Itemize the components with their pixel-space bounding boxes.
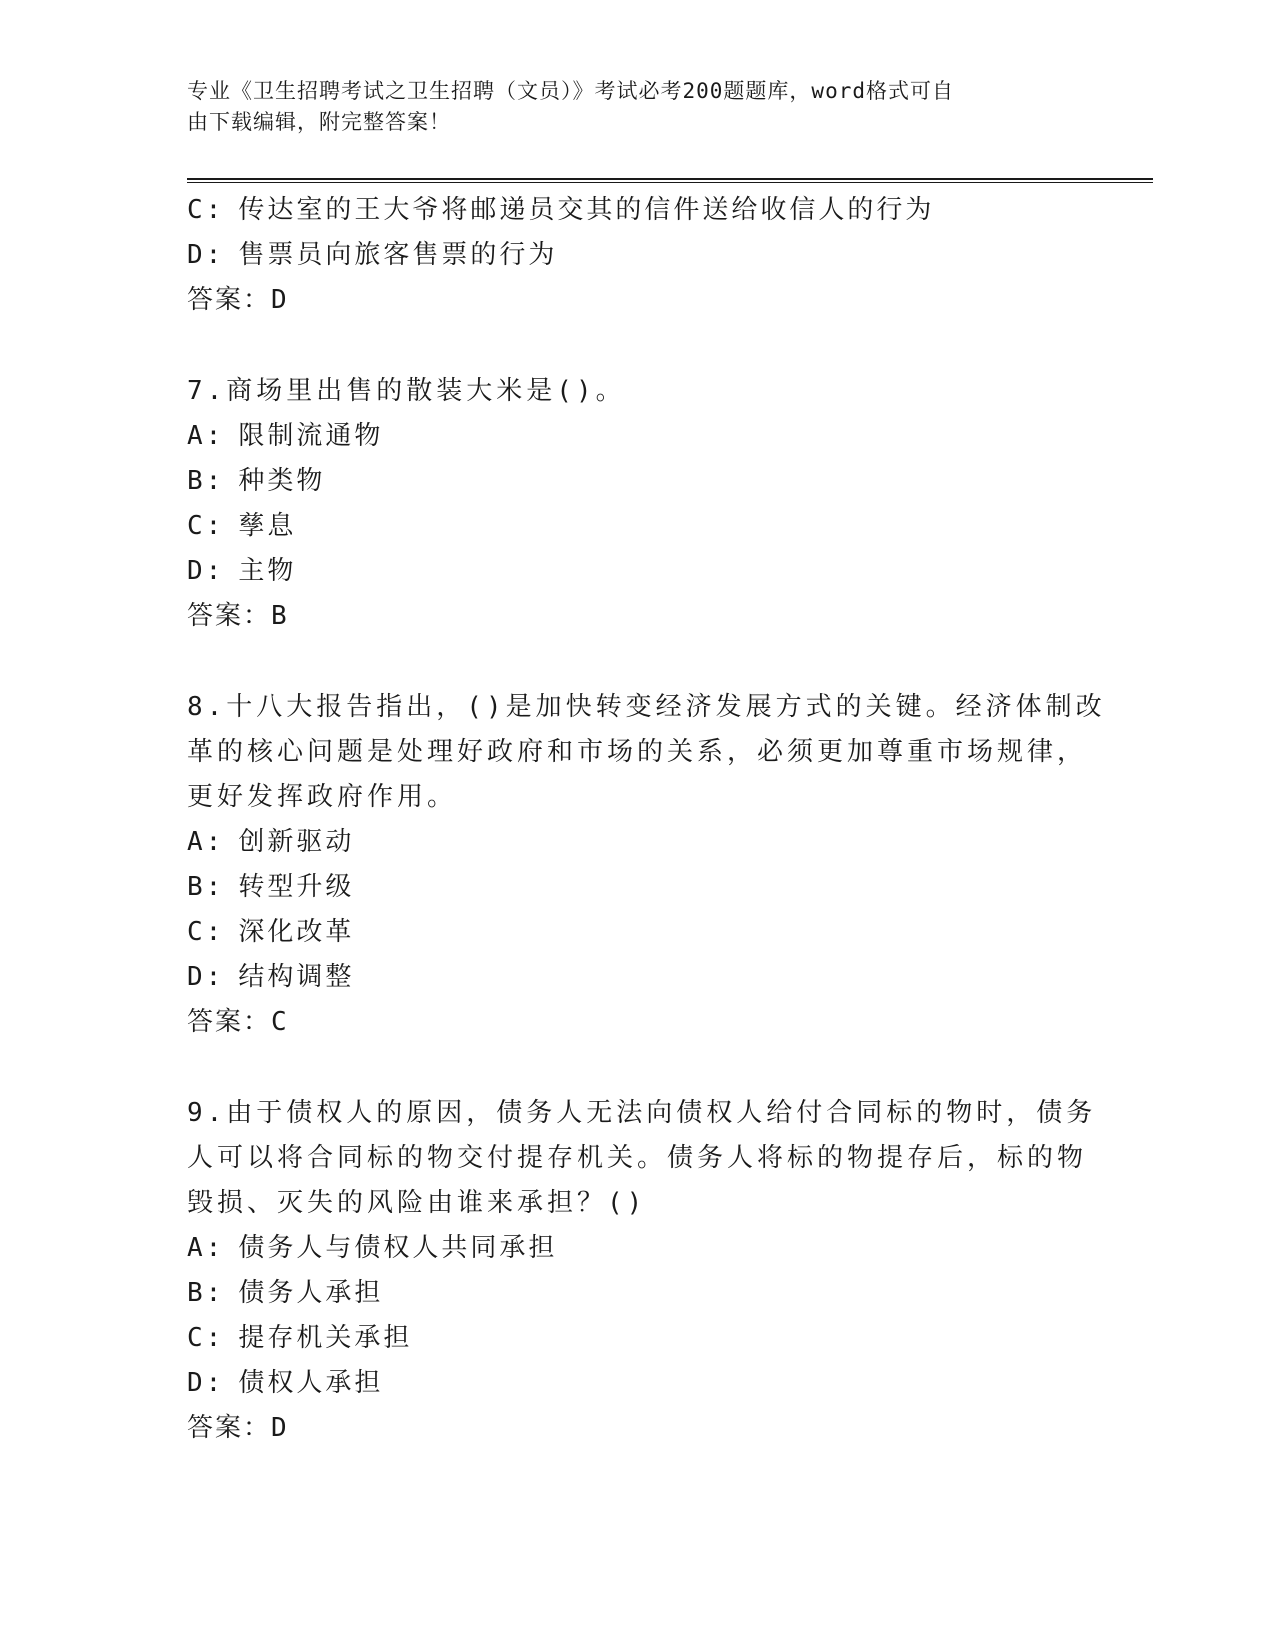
option-text: 售票员向旅客售票的行为: [238, 240, 558, 270]
option-key: B:: [187, 872, 225, 902]
option-text: 创新驱动: [238, 827, 355, 857]
option-key: D:: [187, 240, 225, 270]
option-text: 传达室的王大爷将邮递员交其的信件送给收信人的行为: [238, 195, 935, 225]
q8-stem-line-3: 更好发挥政府作用。: [187, 782, 458, 812]
option-text: 主物: [238, 556, 297, 586]
option-key: D:: [187, 962, 225, 992]
q8-option-d: [187, 962, 354, 992]
option-text: 债务人与债权人共同承担: [238, 1233, 558, 1263]
header-line-2: 由下载编辑，附完整答案！: [187, 110, 451, 134]
option-key: D:: [187, 556, 225, 586]
q9-option-b: [187, 1278, 383, 1308]
q9-stem-line-3: 毁损、灭失的风险由谁来承担？(): [187, 1188, 647, 1218]
option-text: 深化改革: [238, 917, 355, 947]
option-text: 提存机关承担: [238, 1323, 413, 1353]
q7-option-b: [187, 466, 325, 496]
q8-stem-line-2: 革的核心问题是处理好政府和市场的关系，必须更加尊重市场规律，: [187, 737, 1088, 767]
q8-option-b: [187, 872, 354, 902]
option-key: A:: [187, 421, 225, 451]
header-line-1: 专业《卫生招聘考试之卫生招聘（文员）》考试必考200题题库，word格式可自: [187, 79, 954, 103]
option-key: B:: [187, 466, 225, 496]
q6-option-c: [187, 195, 934, 225]
q9-option-a: [187, 1233, 557, 1263]
option-key: C:: [187, 1323, 225, 1353]
q9-answer: 答案：D: [187, 1413, 289, 1443]
q8-stem-line-1: 8.十八大报告指出，()是加快转变经济发展方式的关键。经济体制改: [187, 692, 1106, 722]
q8-option-a: [187, 827, 354, 857]
q8-answer: 答案：C: [187, 1007, 289, 1037]
q7-option-a: [187, 421, 383, 451]
q7-answer: 答案：B: [187, 601, 289, 631]
option-text: 债权人承担: [238, 1368, 384, 1398]
option-text: 债务人承担: [238, 1278, 384, 1308]
document-header: [187, 76, 1067, 138]
option-key: C:: [187, 511, 225, 541]
q7-option-d: [187, 556, 296, 586]
q9-option-d: [187, 1368, 383, 1398]
option-key: A:: [187, 1233, 225, 1263]
q9-stem-line-2: 人可以将合同标的物交付提存机关。债务人将标的物提存后，标的物: [187, 1143, 1088, 1173]
option-text: 种类物: [238, 466, 326, 496]
q9-option-c: [187, 1323, 412, 1353]
option-key: A:: [187, 827, 225, 857]
option-text: 孳息: [238, 511, 297, 541]
option-text: 转型升级: [238, 872, 355, 902]
option-key: D:: [187, 1368, 225, 1398]
q7-stem-line-1: 7.商场里出售的散装大米是()。: [187, 376, 626, 406]
option-key: C:: [187, 195, 225, 225]
q6-option-d: [187, 240, 557, 270]
q9-stem-line-1: 9.由于债权人的原因，债务人无法向债权人给付合同标的物时，债务: [187, 1098, 1097, 1128]
option-key: C:: [187, 917, 225, 947]
header-divider: [187, 178, 1153, 183]
q8-option-c: [187, 917, 354, 947]
q6-answer: 答案：D: [187, 285, 289, 315]
q7-option-c: [187, 511, 296, 541]
option-text: 结构调整: [238, 962, 355, 992]
option-text: 限制流通物: [238, 421, 384, 451]
option-key: B:: [187, 1278, 225, 1308]
